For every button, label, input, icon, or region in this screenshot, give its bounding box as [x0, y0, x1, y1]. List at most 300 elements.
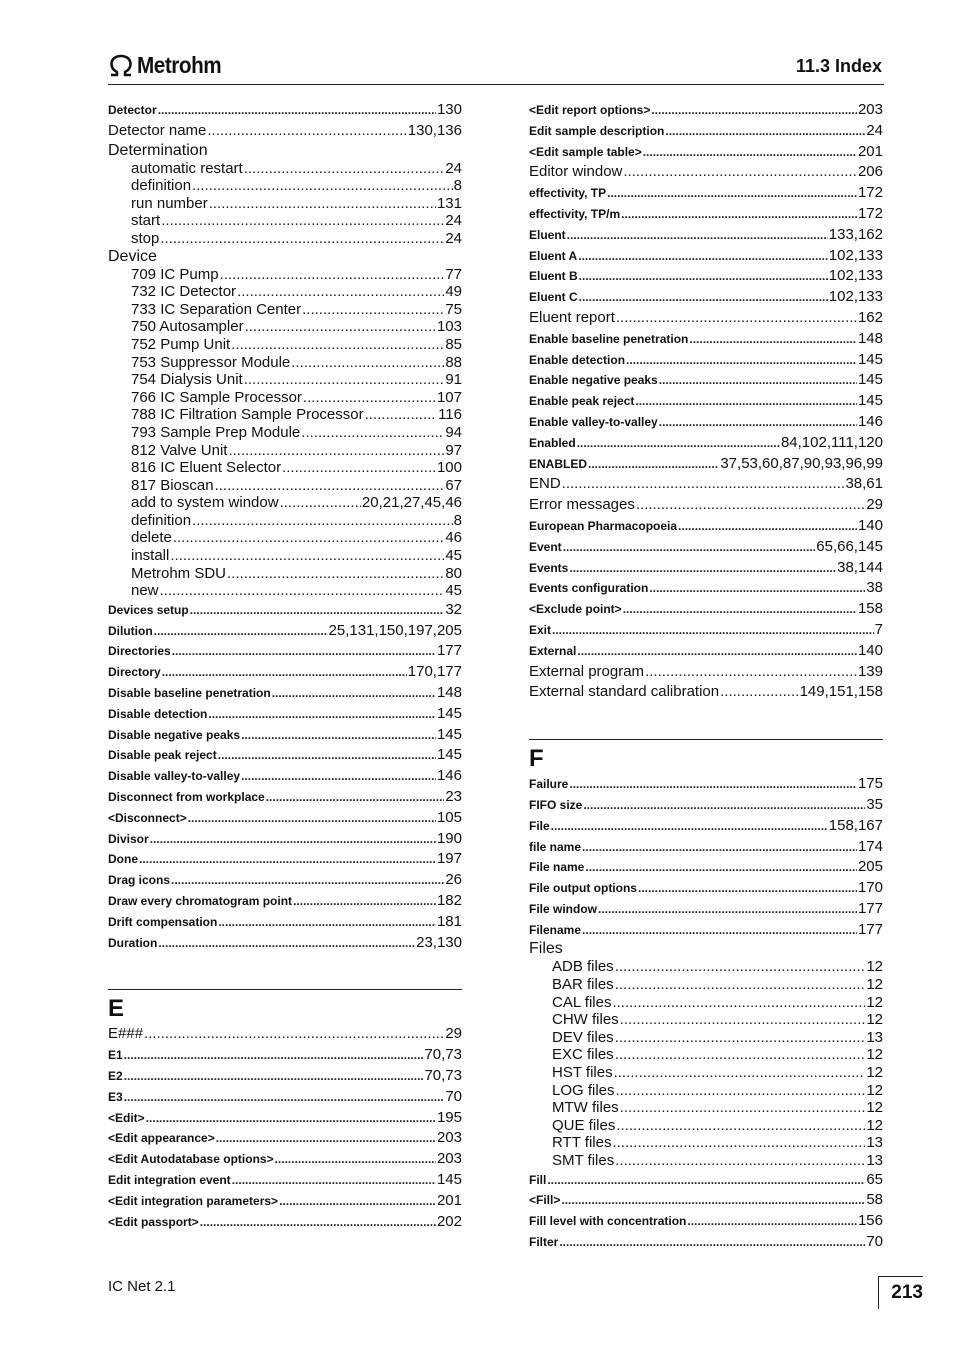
dot-leader: [582, 920, 857, 941]
entry-term: start: [131, 212, 161, 230]
index-subentry: [529, 1082, 883, 1100]
entry-pages: 70: [445, 1087, 462, 1105]
entry-term: <Fill>: [529, 1193, 561, 1208]
index-list-e-cont: [529, 100, 883, 703]
dot-leader: [192, 177, 453, 195]
entry-term: Disconnect from workplace: [108, 790, 265, 805]
entry-pages: 197: [436, 850, 462, 868]
section-letter: E: [108, 995, 125, 1023]
dot-leader: [124, 1045, 424, 1066]
index-entry: [108, 766, 462, 787]
dot-leader: [607, 183, 857, 204]
dot-leader: [567, 225, 828, 246]
page-header: [108, 50, 884, 85]
entry-pages: 201: [857, 142, 883, 160]
dot-leader: [218, 912, 436, 933]
index-entry: [108, 641, 462, 662]
entry-term: Enable peak reject: [529, 394, 635, 409]
dot-leader: [588, 454, 719, 475]
entry-term: Files: [529, 940, 563, 958]
entry-pages: 146: [857, 412, 883, 430]
entry-term: Done: [108, 852, 138, 867]
entry-pages: 97: [445, 441, 462, 459]
dot-leader: [651, 100, 857, 121]
entry-pages: 85: [445, 335, 462, 353]
dot-leader: [551, 816, 828, 837]
entry-pages: 7: [874, 620, 883, 638]
index-entry: [108, 1170, 462, 1191]
entry-pages: 172: [857, 204, 883, 222]
index-entry: [108, 891, 462, 912]
entry-pages: 130: [436, 101, 462, 118]
index-subentry: [108, 582, 462, 600]
dot-leader: [649, 578, 865, 599]
entry-term: Error messages: [529, 496, 635, 514]
dot-leader: [162, 662, 407, 683]
index-entry: [529, 370, 883, 391]
entry-term: Enable detection: [529, 352, 626, 367]
entry-pages: 133,162: [828, 225, 883, 243]
dot-leader: [559, 1232, 865, 1253]
entry-pages: 145: [436, 725, 462, 743]
dot-leader: [158, 100, 436, 121]
entry-pages: 202: [436, 1212, 462, 1230]
dot-leader: [616, 1117, 865, 1135]
index-entry: [529, 558, 883, 579]
index-subentry: [529, 1064, 883, 1082]
entry-term: 812 Valve Unit: [131, 441, 228, 459]
index-entry: [529, 516, 883, 537]
dot-leader: [687, 1211, 857, 1232]
index-entry: [108, 1191, 462, 1212]
index-entry: [529, 878, 883, 899]
entry-pages: 75: [445, 300, 462, 318]
entry-term: Directories: [108, 644, 171, 659]
entry-term: END: [529, 475, 561, 493]
dot-leader: [227, 565, 444, 583]
index-entry: [529, 183, 883, 204]
entry-pages: 130,136: [407, 121, 462, 139]
dot-leader: [678, 516, 857, 537]
dot-leader: [645, 662, 857, 683]
entry-term: add to system window: [131, 494, 279, 512]
entry-term: run number: [131, 194, 208, 212]
entry-term: SMT files: [552, 1152, 615, 1170]
dot-leader: [615, 1152, 865, 1170]
entry-term: 754 Dialysis Unit: [131, 371, 243, 389]
dot-leader: [161, 212, 444, 230]
entry-pages: 13: [866, 1028, 883, 1046]
entry-pages: 102,133: [828, 288, 883, 306]
entry-pages: 107: [436, 388, 462, 406]
entry-pages: 12: [866, 1046, 883, 1064]
entry-pages: 91: [445, 371, 462, 389]
entry-term: file name: [529, 839, 582, 854]
index-entry: [108, 1212, 462, 1233]
index-list-f: [529, 774, 883, 1253]
index-subentry: [529, 1046, 883, 1064]
entry-term: RTT files: [552, 1134, 612, 1152]
index-entry: [108, 725, 462, 746]
entry-term: CHW files: [552, 1011, 619, 1029]
entry-pages: 8: [453, 177, 462, 195]
index-subentry: [529, 1099, 883, 1117]
entry-term: ENABLED: [529, 456, 588, 471]
entry-pages: 100: [436, 459, 462, 477]
dot-leader: [585, 857, 857, 878]
index-entry: [108, 849, 462, 870]
index-entry: [529, 162, 883, 183]
entry-pages: 65: [866, 1170, 883, 1188]
entry-term: 753 Suppressor Module: [131, 353, 291, 371]
entry-pages: 12: [866, 1116, 883, 1134]
entry-pages: 177: [857, 920, 883, 938]
entry-pages: 148: [857, 329, 883, 347]
index-subentry: [108, 547, 462, 565]
dot-leader: [279, 1191, 436, 1212]
index-entry: [108, 808, 462, 829]
dot-leader: [615, 958, 866, 976]
entry-pages: 190: [436, 829, 462, 847]
dot-leader: [218, 745, 436, 766]
entry-pages: 58: [866, 1191, 883, 1209]
entry-term: 793 Sample Prep Module: [131, 423, 301, 441]
entry-term: 816 IC Eluent Selector: [131, 459, 282, 477]
dot-leader: [578, 246, 828, 267]
dot-leader: [160, 230, 444, 248]
entry-pages: 38,144: [837, 558, 883, 576]
entry-term: 788 IC Filtration Sample Processor: [131, 406, 364, 424]
dot-leader: [207, 121, 406, 142]
index-subentry: [108, 424, 462, 442]
entry-pages: 94: [445, 423, 462, 441]
entry-term: <Edit report options>: [529, 103, 651, 117]
brand-logo: [108, 52, 231, 79]
entry-term: <Edit appearance>: [108, 1131, 215, 1146]
entry-pages: 24: [866, 121, 883, 139]
entry-term: File window: [529, 901, 597, 916]
entry-pages: 149,151,158: [799, 683, 883, 701]
index-entry: [529, 433, 883, 454]
entry-pages: 25,131,150,197,205: [328, 621, 462, 639]
index-entry: [108, 870, 462, 891]
index-subentry: [108, 283, 462, 301]
index-subentry: [108, 459, 462, 477]
dot-leader: [614, 1064, 866, 1082]
entry-pages: 170: [857, 879, 883, 897]
dot-leader: [303, 389, 436, 407]
dot-leader: [582, 837, 857, 858]
entry-term: Enable valley-to-valley: [529, 414, 658, 429]
brand-name: Metrohm: [137, 52, 222, 78]
dot-leader: [200, 1212, 436, 1233]
entry-pages: 38,61: [845, 475, 883, 493]
entry-term: ADB files: [552, 958, 614, 976]
index-subentry: [108, 494, 462, 512]
index-entry: [529, 816, 883, 837]
entry-term: Fill: [529, 1172, 547, 1187]
entry-term: File name: [529, 860, 585, 875]
index-entry: [108, 621, 462, 642]
index-entry: [529, 1190, 883, 1211]
entry-pages: 158,167: [828, 816, 883, 834]
dot-leader: [231, 336, 444, 354]
entry-pages: 131: [436, 194, 462, 212]
dot-leader: [154, 621, 328, 642]
dot-leader: [209, 195, 436, 213]
index-column-left: [108, 100, 462, 1232]
index-subentry: [108, 212, 462, 230]
index-entry: [529, 682, 883, 703]
dot-leader: [139, 849, 436, 870]
index-entry: [108, 912, 462, 933]
entry-pages: 23: [445, 788, 462, 806]
entry-pages: 70,73: [424, 1046, 462, 1064]
entry-pages: 177: [857, 899, 883, 917]
dot-leader: [612, 1134, 865, 1152]
entry-term: File: [529, 818, 550, 833]
entry-term: Disable valley-to-valley: [108, 769, 241, 784]
entry-term: Draw every chromatogram point: [108, 894, 293, 908]
index-subentry: [529, 994, 883, 1012]
entry-pages: 12: [866, 1081, 883, 1099]
dot-leader: [170, 547, 444, 565]
entry-term: Filter: [529, 1235, 559, 1249]
index-entry: [529, 287, 883, 308]
entry-pages: 23,130: [416, 933, 462, 951]
dot-leader: [215, 477, 445, 495]
index-subentry: [108, 389, 462, 407]
entry-term: Eluent report: [529, 308, 615, 326]
index-subentry: [108, 529, 462, 547]
index-entry: [108, 600, 462, 621]
entry-pages: 12: [866, 1011, 883, 1029]
dot-leader: [612, 994, 865, 1012]
index-entry: [529, 920, 883, 941]
index-entry: [108, 100, 462, 121]
index-subentry: [529, 1152, 883, 1170]
entry-pages: 102,133: [828, 246, 883, 264]
entry-term: Filename: [529, 922, 582, 937]
entry-term: Event: [529, 539, 562, 554]
dot-leader: [583, 795, 865, 816]
entry-pages: 24: [445, 229, 462, 247]
entry-term: <Exclude point>: [529, 602, 622, 617]
entry-pages: 174: [857, 837, 883, 855]
entry-term: Failure: [529, 777, 569, 792]
entry-pages: 32: [445, 600, 462, 618]
entry-term: Devices setup: [108, 602, 189, 617]
index-heading: [108, 142, 462, 160]
dot-leader: [569, 774, 857, 795]
dot-leader: [158, 933, 415, 954]
index-entry: [529, 662, 883, 683]
entry-pages: 12: [866, 1099, 883, 1117]
index-entry: [108, 1128, 462, 1149]
dot-leader: [579, 287, 828, 308]
entry-pages: 203: [857, 101, 883, 118]
entry-term: Disable detection: [108, 706, 208, 721]
entry-pages: 8: [453, 511, 462, 529]
index-entry: [108, 121, 462, 142]
dot-leader: [220, 266, 445, 284]
dot-leader: [638, 878, 857, 899]
entry-pages: 24: [445, 212, 462, 230]
index-entry: [108, 787, 462, 808]
dot-leader: [280, 494, 361, 512]
dot-leader: [598, 899, 857, 920]
index-entry: [529, 142, 883, 163]
entry-term: DEV files: [552, 1028, 614, 1046]
dot-leader: [552, 620, 874, 641]
entry-pages: 175: [857, 775, 883, 793]
entry-term: Determination: [108, 141, 208, 159]
entry-pages: 145: [436, 1170, 462, 1188]
entry-term: European Pharmacopoeia: [529, 518, 678, 533]
dot-leader: [620, 1099, 866, 1117]
dot-leader: [245, 318, 436, 336]
dot-leader: [562, 474, 845, 495]
dot-leader: [188, 808, 436, 829]
omega-icon: [108, 54, 134, 78]
dot-leader: [365, 406, 437, 424]
entry-pages: 12: [866, 976, 883, 994]
entry-pages: 140: [857, 641, 883, 659]
entry-term: 766 IC Sample Processor: [131, 388, 302, 406]
entry-pages: 46: [445, 529, 462, 547]
section-title: 11.3 Index: [795, 56, 882, 76]
index-subentry: [529, 958, 883, 976]
entry-term: new: [131, 582, 159, 600]
entry-pages: 145: [436, 746, 462, 764]
entry-pages: 205: [857, 858, 883, 876]
entry-term: Editor window: [529, 163, 623, 181]
entry-term: E2: [108, 1068, 123, 1083]
entry-term: 732 IC Detector: [131, 283, 237, 301]
entry-pages: 145: [857, 392, 883, 410]
index-entry: [529, 225, 883, 246]
entry-pages: 26: [445, 871, 462, 889]
dot-leader: [192, 512, 453, 530]
index-entry: [529, 1211, 883, 1232]
entry-term: EXC files: [552, 1046, 614, 1064]
entry-term: Metrohm SDU: [131, 564, 227, 582]
dot-leader: [171, 870, 444, 891]
dot-leader: [241, 766, 436, 787]
entry-term: Eluent B: [529, 269, 578, 284]
dot-leader: [623, 599, 857, 620]
index-entry: [529, 1170, 883, 1191]
dot-leader: [124, 1066, 424, 1087]
index-entry: [108, 1149, 462, 1170]
index-entry: [529, 121, 883, 142]
entry-term: External standard calibration: [529, 683, 720, 701]
entry-pages: 88: [445, 353, 462, 371]
entry-term: Enable baseline penetration: [529, 331, 689, 346]
dot-leader: [626, 350, 857, 371]
entry-term: Fill level with concentration: [529, 1214, 687, 1229]
entry-pages: 12: [866, 993, 883, 1011]
entry-term: Enable negative peaks: [529, 373, 658, 388]
index-subentry: [108, 195, 462, 213]
entry-pages: 146: [436, 767, 462, 785]
entry-term: Exit: [529, 622, 552, 637]
index-subentry: [529, 1011, 883, 1029]
index-entry: [529, 391, 883, 412]
entry-term: Edit sample description: [529, 123, 665, 138]
dot-leader: [291, 354, 444, 372]
entry-term: FIFO size: [529, 797, 583, 812]
entry-pages: 158: [857, 600, 883, 618]
index-subentry: [108, 301, 462, 319]
entry-term: 817 Bioscan: [131, 476, 214, 494]
entry-pages: 65,66,145: [816, 537, 883, 555]
dot-leader: [244, 371, 445, 389]
dot-leader: [569, 558, 836, 579]
dot-leader: [173, 529, 444, 547]
index-entry: [108, 1045, 462, 1066]
entry-term: Disable baseline penetration: [108, 686, 271, 701]
entry-pages: 29: [445, 1025, 462, 1043]
entry-term: definition: [131, 177, 192, 195]
index-entry: [108, 683, 462, 704]
index-entry: [108, 704, 462, 725]
entry-term: Edit integration event: [108, 1172, 231, 1187]
entry-pages: 13: [866, 1152, 883, 1170]
entry-pages: 172: [857, 184, 883, 202]
index-entry: [529, 204, 883, 225]
dot-leader: [615, 1029, 866, 1047]
entry-pages: 201: [436, 1191, 462, 1209]
dot-leader: [615, 1046, 866, 1064]
entry-term: E1: [108, 1048, 123, 1063]
entry-pages: 67: [445, 476, 462, 494]
entry-pages: 145: [857, 371, 883, 389]
index-entry: [529, 857, 883, 878]
entry-pages: 105: [436, 808, 462, 826]
product-name: IC Net 2.1: [108, 1278, 176, 1295]
entry-pages: 195: [436, 1108, 462, 1126]
dot-leader: [623, 162, 857, 183]
index-entry: [529, 454, 883, 475]
entry-pages: 70: [866, 1233, 883, 1250]
entry-term: stop: [131, 229, 160, 247]
index-subentry: [108, 406, 462, 424]
entry-pages: 12: [866, 1064, 883, 1082]
dot-leader: [302, 301, 444, 319]
entry-term: <Edit integration parameters>: [108, 1193, 279, 1208]
index-entry: [108, 933, 462, 954]
index-entry: [529, 308, 883, 329]
entry-pages: 84,102,111,120: [780, 433, 883, 451]
entry-term: BAR files: [552, 976, 614, 994]
dot-leader: [616, 308, 857, 329]
index-subentry: [108, 442, 462, 460]
entry-pages: 102,133: [828, 267, 883, 285]
index-entry: [529, 599, 883, 620]
entry-term: Divisor: [108, 831, 149, 846]
dot-leader: [150, 829, 436, 850]
entry-term: 733 IC Separation Center: [131, 300, 302, 318]
entry-pages: 145: [436, 704, 462, 722]
index-entry: [529, 350, 883, 371]
entry-pages: 182: [436, 892, 462, 909]
index-subentry: [108, 477, 462, 495]
dot-leader: [241, 725, 436, 746]
index-entry: [529, 495, 883, 516]
index-subentry: [108, 318, 462, 336]
entry-term: effectivity, TP/m: [529, 206, 621, 221]
